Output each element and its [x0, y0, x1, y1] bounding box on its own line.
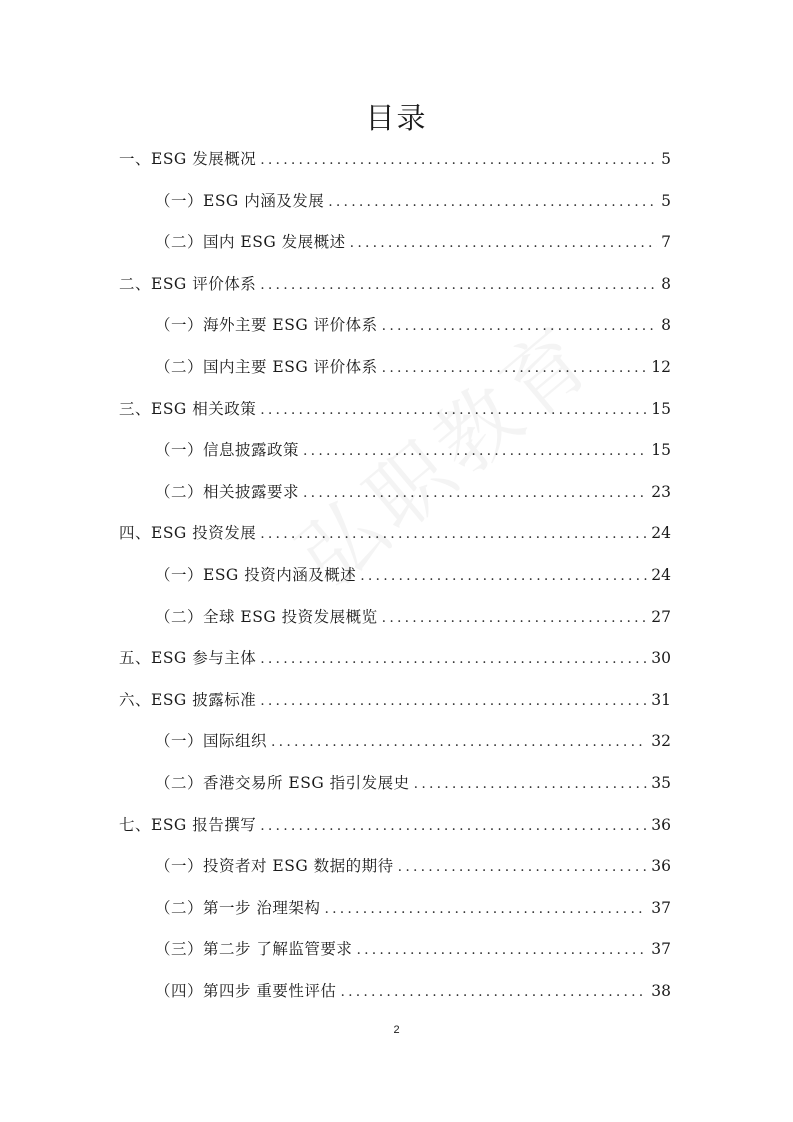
toc-entry-page: 5 — [661, 150, 671, 168]
toc-leader-dots — [260, 647, 647, 671]
toc-entry[interactable] — [155, 230, 671, 254]
toc-entry[interactable] — [155, 189, 671, 213]
toc-entry-title: 六、ESG 披露标准 — [119, 691, 257, 709]
toc-entry[interactable] — [119, 688, 671, 712]
toc-entry-page: 30 — [651, 649, 671, 667]
toc-leader-dots — [382, 606, 648, 630]
toc-entry-title: 一、ESG 发展概况 — [119, 150, 257, 168]
toc-entry-page: 36 — [651, 857, 671, 875]
toc-entry[interactable] — [119, 521, 671, 545]
toc-leader-dots — [260, 273, 657, 297]
toc-entry-page: 35 — [651, 774, 671, 792]
page-number: 2 — [393, 1024, 400, 1036]
toc-entry-page: 24 — [651, 566, 671, 584]
toc-entry-page: 37 — [651, 940, 671, 958]
toc-leader-dots — [350, 231, 657, 255]
toc-entry[interactable] — [155, 313, 671, 337]
toc-entry-page: 32 — [651, 732, 671, 750]
toc-leader-dots — [340, 980, 647, 1004]
toc-leader-dots — [398, 855, 648, 879]
toc-entry[interactable] — [155, 563, 671, 587]
toc-entry-title: （一）信息披露政策 — [155, 441, 300, 459]
toc-leader-dots — [260, 148, 657, 172]
toc-entry[interactable] — [119, 272, 671, 296]
toc-leader-dots — [260, 689, 647, 713]
toc-leader-dots — [382, 314, 657, 338]
toc-entry-title: （一）ESG 投资内涵及概述 — [155, 566, 357, 584]
toc-entry-title: 四、ESG 投资发展 — [119, 524, 257, 542]
toc-leader-dots — [324, 897, 647, 921]
toc-leader-dots — [360, 564, 647, 588]
toc-leader-dots — [260, 814, 647, 838]
toc-leader-dots — [382, 356, 648, 380]
toc-entry-page: 12 — [651, 358, 671, 376]
toc-entry-title: （一）国际组织 — [155, 732, 268, 750]
toc-entry-title: （二）第一步 治理架构 — [155, 899, 321, 917]
toc-leader-dots — [260, 398, 647, 422]
toc-leader-dots — [356, 938, 647, 962]
toc-entry[interactable] — [155, 937, 671, 961]
toc-entry[interactable] — [155, 896, 671, 920]
toc-entry[interactable] — [155, 854, 671, 878]
toc-entry-title: （一）投资者对 ESG 数据的期待 — [155, 857, 394, 875]
toc-entry-title: （二）相关披露要求 — [155, 483, 300, 501]
toc-entry[interactable] — [155, 438, 671, 462]
toc-entry-page: 8 — [661, 275, 671, 293]
toc-entry[interactable] — [119, 397, 671, 421]
toc-leader-dots — [303, 439, 647, 463]
toc-leader-dots — [414, 772, 648, 796]
toc-leader-dots — [328, 190, 657, 214]
toc-entry[interactable] — [155, 605, 671, 629]
toc-entry[interactable] — [119, 646, 671, 670]
toc-entry-title: （一）ESG 内涵及发展 — [155, 192, 325, 210]
toc-entry-title: （二）国内主要 ESG 评价体系 — [155, 358, 378, 376]
toc-entry[interactable] — [155, 355, 671, 379]
toc-entry[interactable] — [155, 771, 671, 795]
toc-entry-page: 36 — [651, 816, 671, 834]
toc-leader-dots — [260, 522, 647, 546]
toc-entry-page: 24 — [651, 524, 671, 542]
toc-entry-title: 五、ESG 参与主体 — [119, 649, 257, 667]
toc-entry-title: （二）全球 ESG 投资发展概览 — [155, 608, 378, 626]
toc-entry-title: （二）香港交易所 ESG 指引发展史 — [155, 774, 410, 792]
toc-entry-title: 三、ESG 相关政策 — [119, 400, 257, 418]
toc-entry-page: 23 — [651, 483, 671, 501]
toc-entry-title: （一）海外主要 ESG 评价体系 — [155, 316, 378, 334]
toc-entry-page: 7 — [661, 233, 671, 251]
toc-entry-page: 5 — [661, 192, 671, 210]
toc-entry[interactable] — [155, 729, 671, 753]
toc-entry-page: 27 — [651, 608, 671, 626]
toc-entry-page: 37 — [651, 899, 671, 917]
toc-entry-title: （四）第四步 重要性评估 — [155, 982, 337, 1000]
toc-entry-title: （二）国内 ESG 发展概述 — [155, 233, 346, 251]
toc-entry[interactable] — [155, 480, 671, 504]
page-title: 目录 — [365, 101, 428, 135]
toc-entry[interactable] — [155, 979, 671, 1003]
toc-entry-page: 38 — [651, 982, 671, 1000]
toc-entry[interactable] — [119, 813, 671, 837]
toc-entry-page: 8 — [661, 316, 671, 334]
toc-entry-page: 31 — [651, 691, 671, 709]
toc-entry[interactable] — [119, 147, 671, 171]
toc-entry-page: 15 — [651, 400, 671, 418]
toc-entry-page: 15 — [651, 441, 671, 459]
toc-entry-title: 二、ESG 评价体系 — [119, 275, 257, 293]
toc-entry-title: （三）第二步 了解监管要求 — [155, 940, 353, 958]
toc-leader-dots — [303, 481, 647, 505]
toc-leader-dots — [271, 730, 647, 754]
toc-entry-title: 七、ESG 报告撰写 — [119, 816, 257, 834]
